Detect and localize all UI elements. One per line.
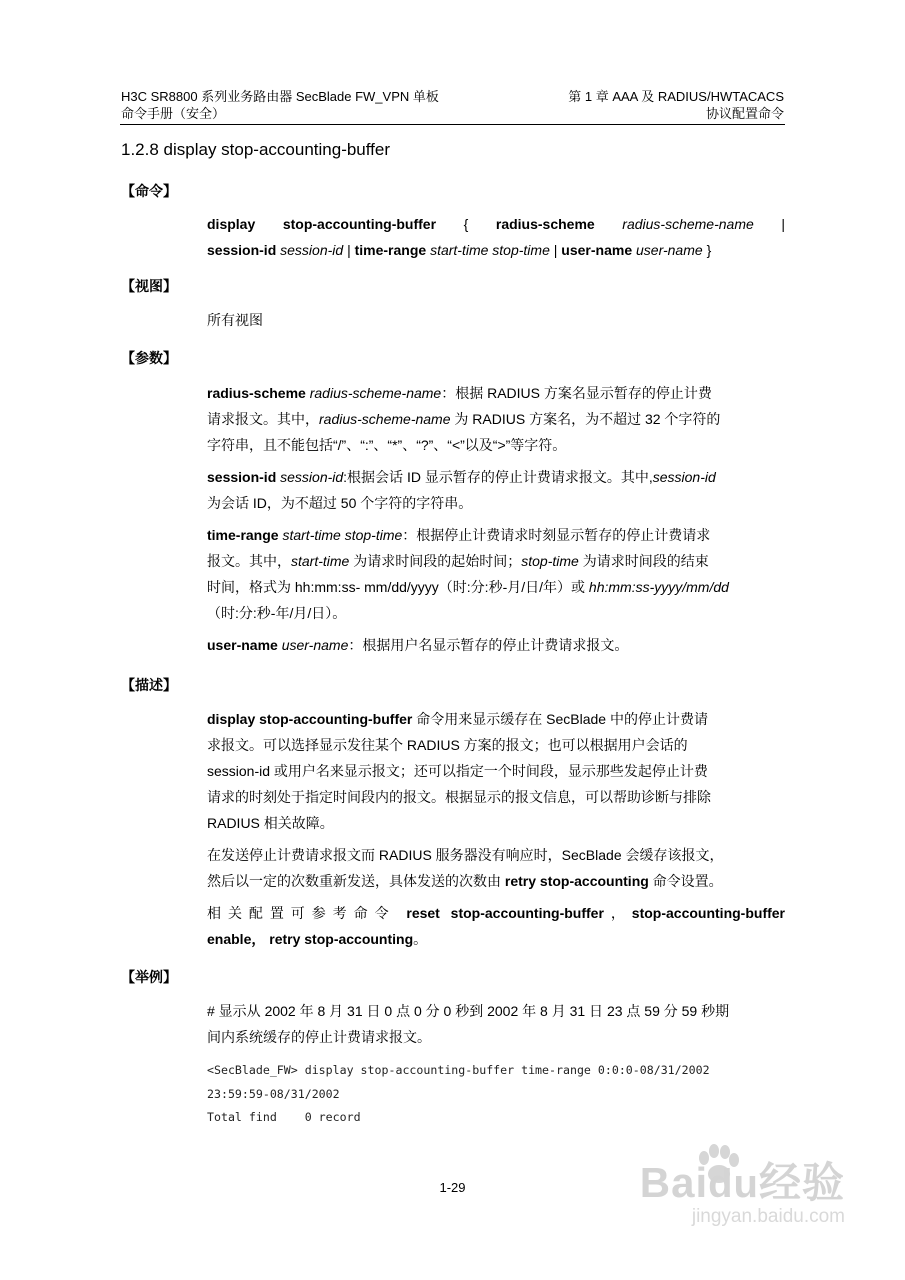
param-line [207, 574, 785, 600]
desc-text: 命令用来显示缓存在 SecBlade 中的停止计费请 [412, 711, 708, 727]
param-keyword: session-id [207, 469, 277, 485]
command-line-1 [207, 211, 785, 237]
arg-session-id: session-id [280, 242, 344, 258]
watermark-brand: Baidu经验 [639, 1159, 845, 1206]
param-text: ：根据用户名显示暂存的停止计费请求报文。 [348, 637, 629, 653]
separator-bar: | [347, 242, 351, 258]
param-text: ：根据 RADIUS 方案名显示暂存的停止计费 [441, 385, 712, 401]
param-line [207, 380, 785, 406]
desc-line: 请求的时刻处于指定时间段内的报文。根据显示的报文信息，可以帮助诊断与排除 [207, 789, 711, 805]
example-code [207, 1059, 710, 1130]
kw-radius-scheme: radius-scheme [495, 216, 595, 232]
desc-line: session-id 或用户名来显示报文；还可以指定一个时间段，显示那些发起停止计费 [207, 763, 708, 779]
param-arg: start-time [291, 553, 350, 569]
example-line: 间内系统缓存的停止计费请求报文。 [207, 1029, 431, 1045]
desc-keyword: enable， retry stop-accounting [207, 931, 414, 947]
param-arg: session-id [280, 469, 344, 485]
desc-paragraph-3 [207, 900, 785, 952]
separator-bar: | [781, 216, 785, 232]
param-arg: session-id [652, 469, 716, 485]
param-radius-scheme [207, 380, 785, 458]
baidu-jingyan-watermark [639, 1150, 853, 1250]
desc-text: 命令设置。 [648, 873, 723, 889]
kw-time-range: time-range [354, 242, 427, 258]
param-text: （时:分:秒-年/月/日）。 [207, 605, 347, 621]
watermark-url: jingyan.baidu.com [691, 1206, 845, 1227]
arg-radius-scheme-name: radius-scheme-name [622, 216, 754, 232]
param-keyword: user-name [207, 637, 278, 653]
desc-line [207, 706, 785, 732]
header-right [568, 88, 784, 122]
code-line: <SecBlade_FW> display stop-accounting-buffer time-range 0:0:0-08/31/2002 [207, 1063, 710, 1077]
label-view: 【视图】 [121, 278, 177, 294]
param-arg: stop-time [521, 553, 579, 569]
param-arg: radius-scheme-name [309, 385, 442, 401]
param-text: 请求报文。其中， [207, 411, 319, 427]
param-text: 字符串，且不能包括“/”、“:”、“*”、“?”、“<”以及“>”等字符。 [207, 437, 567, 453]
param-line [207, 548, 785, 574]
param-text: 为请求时间段的结束 [578, 553, 709, 569]
param-keyword: time-range [207, 527, 279, 543]
desc-keyword: retry stop-accounting [504, 873, 649, 889]
param-line [207, 464, 785, 490]
desc-line [207, 926, 785, 952]
param-line [207, 522, 785, 548]
example-line: # 显示从 2002 年 8 月 31 日 0 点 0 分 0 秒到 2002 年 8 月 31 日 23 点 59 分 59 秒期 [207, 1003, 730, 1019]
desc-text: ， [603, 905, 632, 921]
desc-line: 在发送停止计费请求报文而 RADIUS 服务器没有响应时，SecBlade 会缓存该报文， [207, 847, 724, 863]
header-rule [120, 124, 785, 125]
desc-paragraph-1 [207, 706, 785, 836]
param-text: 时间，格式为 hh:mm:ss- mm/dd/yyyy（时:分:秒-月/日/年）或 [207, 579, 589, 595]
arg-user-name: user-name [636, 242, 703, 258]
cmd-keyword: display stop-accounting-buffer [207, 216, 437, 232]
example-intro [207, 998, 785, 1050]
param-time-range [207, 522, 785, 626]
kw-user-name: user-name [561, 242, 633, 258]
watermark-brand-cn: 经验 [758, 1159, 845, 1206]
separator-bar: | [553, 242, 558, 258]
desc-text: 然后以一定的次数重新发送，具体发送的次数由 [207, 873, 505, 889]
desc-keyword: reset stop-accounting-buffer [406, 905, 604, 921]
label-params: 【参数】 [121, 350, 177, 366]
param-text: 为会话 ID，为不超过 50 个字符的字符串。 [207, 495, 473, 511]
header-doc-subtitle: 命令手册（安全） [121, 106, 226, 121]
desc-line [207, 900, 785, 926]
param-keyword: radius-scheme [207, 385, 306, 401]
desc-text: 相关配置可参考命令 [207, 905, 407, 921]
page-number: 1-29 [439, 1180, 466, 1195]
param-line [207, 406, 785, 432]
param-arg: user-name [281, 637, 349, 653]
desc-keyword: display stop-accounting-buffer [207, 711, 413, 727]
section-title: 1.2.8 display stop-accounting-buffer [121, 140, 391, 159]
param-arg: start-time stop-time [282, 527, 403, 543]
param-text: :根据会话 ID 显示暂存的停止计费请求报文。其中, [343, 469, 653, 485]
code-line: 23:59:59-08/31/2002 [207, 1086, 340, 1101]
param-line [207, 432, 785, 458]
code-line: Total find 0 record [207, 1110, 361, 1124]
header-doc-title: H3C SR8800 系列业务路由器 SecBlade FW_VPN 单板 [121, 89, 439, 104]
label-desc: 【描述】 [121, 677, 177, 693]
arg-start-stop-time: start-time stop-time [430, 242, 550, 258]
param-text: ：根据停止计费请求时刻显示暂存的停止计费请求 [402, 527, 711, 543]
param-text: 为 RADIUS 方案名，为不超过 32 个字符的 [450, 411, 721, 427]
param-text: 为请求时间段的起始时间； [349, 553, 522, 569]
param-line [207, 490, 785, 516]
label-example: 【举例】 [121, 969, 177, 985]
desc-line: RADIUS 相关故障。 [207, 815, 334, 831]
label-command: 【命令】 [121, 183, 177, 199]
param-session-id [207, 464, 785, 516]
header-chapter: 第 1 章 AAA 及 RADIUS/HWTACACS [568, 89, 784, 104]
param-arg: hh:mm:ss-yyyy/mm/dd [588, 579, 729, 595]
desc-line: 求报文。可以选择显示发往某个 RADIUS 方案的报文；也可以根据用户会话的 [207, 737, 688, 753]
desc-line [207, 868, 785, 894]
view-text: 所有视图 [207, 312, 263, 328]
param-user-name [207, 632, 785, 658]
brace-close: } [706, 242, 712, 258]
param-line [207, 600, 785, 626]
param-text: 报文。其中， [207, 553, 291, 569]
desc-keyword: stop-accounting-buffer [631, 905, 786, 921]
kw-session-id: session-id [207, 242, 277, 258]
desc-text: 。 [413, 931, 428, 947]
command-syntax [207, 211, 785, 263]
watermark-brand-latin: Bai [639, 1159, 709, 1206]
brace-open: { [463, 216, 469, 232]
param-arg: radius-scheme-name [319, 411, 451, 427]
param-line [207, 632, 785, 658]
header-chapter-sub: 协议配置命令 [705, 106, 784, 121]
command-line-2 [207, 237, 785, 263]
desc-paragraph-2 [207, 842, 785, 894]
header-left [121, 88, 439, 122]
